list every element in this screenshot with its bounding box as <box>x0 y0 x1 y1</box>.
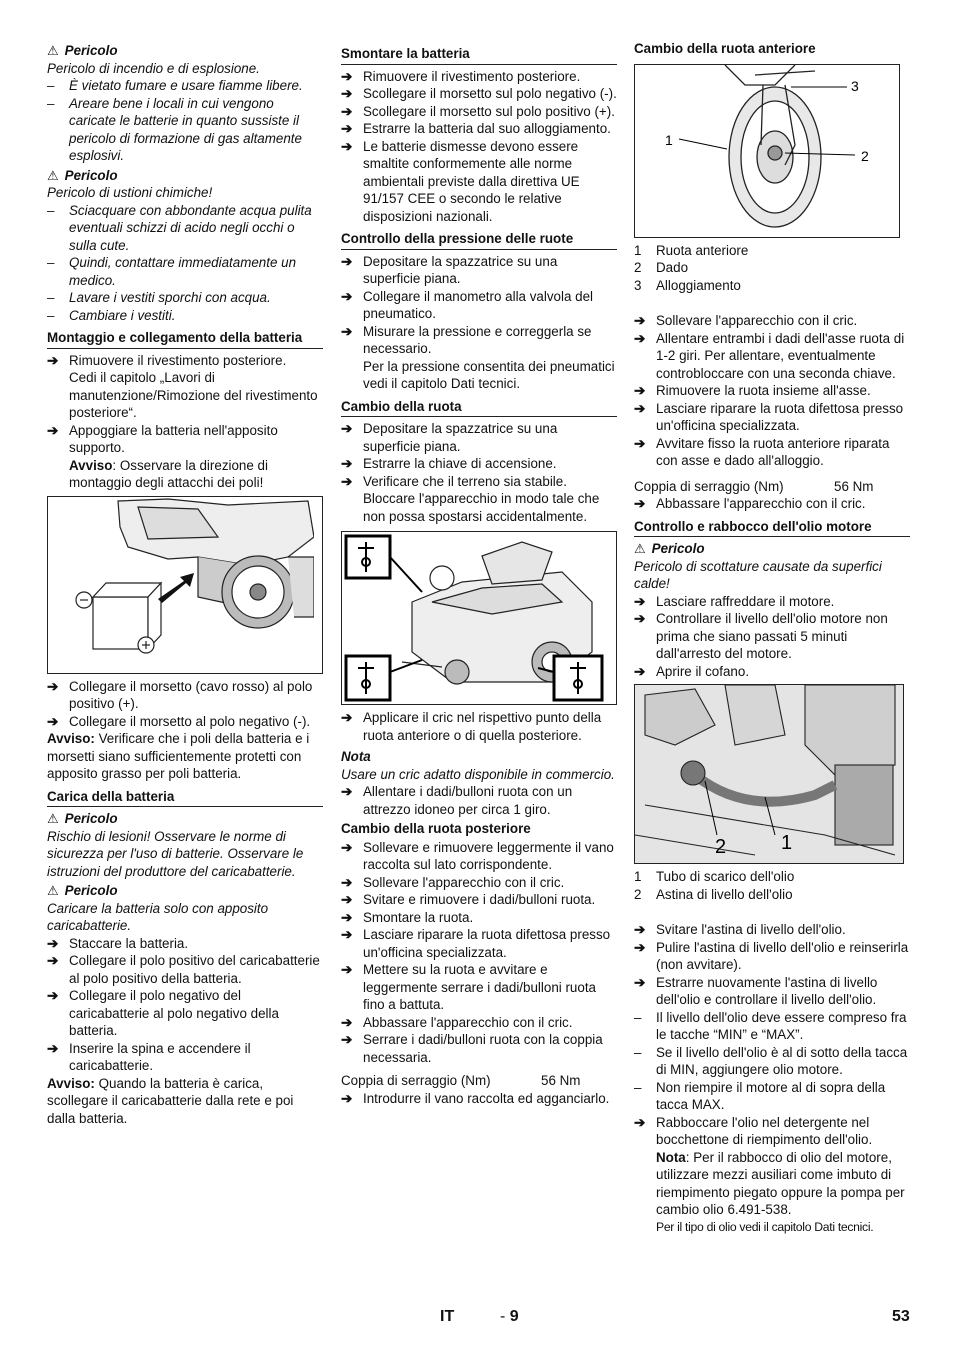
warning-heading: ⚠ Pericolo <box>634 541 705 556</box>
step: ➔ Collegare il morsetto al polo negativo (-). <box>47 713 311 729</box>
warning-icon: ⚠ <box>47 883 59 898</box>
arrow-icon: ➔ <box>341 253 353 269</box>
footer-page-number: 53 <box>892 1308 910 1325</box>
footer-language: IT <box>440 1308 455 1325</box>
warning-heading: ⚠ Pericolo <box>47 811 118 826</box>
arrow-icon: ➔ <box>341 1014 353 1030</box>
arrow-icon: ➔ <box>341 962 353 977</box>
step: ➔ Abbassare l'apparecchio con il cric. <box>634 496 866 511</box>
arrow-icon: ➔ <box>634 313 646 328</box>
sweeper-jack-points-illustration <box>342 532 606 704</box>
arrow-icon: ➔ <box>634 593 646 609</box>
legend-item: 1 Tubo di scarico dell'olio <box>634 869 795 884</box>
arrow-icon: ➔ <box>634 611 646 626</box>
arrow-icon: ➔ <box>47 352 59 368</box>
step: ➔ Depositare la spazzatrice su una superficie piana. <box>341 253 558 286</box>
list-item: – È vietato fumare e usare fiamme libere. <box>47 78 303 93</box>
warning-icon: ⚠ <box>47 167 59 183</box>
section-heading: Carica della batteria <box>47 788 323 808</box>
arrow-icon: ➔ <box>634 939 646 955</box>
warning-icon: ⚠ <box>47 43 59 58</box>
step: ➔ Misurare la pressione e correggerla se necessario. <box>341 323 592 356</box>
note: Avviso: Verificare che i poli della batteria e i morsetti siano sufficientemente protetti con apposito grasso per poli batteria. <box>47 731 310 781</box>
step: ➔ Estrarre la chiave di accensione. <box>341 456 557 471</box>
step: ➔ Lasciare riparare la ruota difettosa presso un'officina specializzata. <box>634 400 904 433</box>
warning-text: Rischio di lesioni! Osservare le norme di sicurezza per l'uso di batterie. Osservare le istruzioni del produttore del caricabatterie. <box>47 828 304 879</box>
warning-text: Caricare la batteria solo con apposito caricabatterie. <box>47 900 269 933</box>
warning-icon: ⚠ <box>634 541 646 556</box>
arrow-icon: ➔ <box>634 435 646 451</box>
arrow-icon: ➔ <box>634 400 646 416</box>
step: ➔ Introdurre il vano raccolta ed agganciarlo. <box>341 1090 610 1106</box>
step-note: Per il tipo di olio vedi il capitolo Dati tecnici. <box>656 1219 874 1234</box>
list-item: – Se il livello dell'olio è al di sotto della tacca di MIN, aggiungere olio motore. <box>634 1044 908 1077</box>
warning-text: Pericolo di incendio e di esplosione. <box>47 60 260 76</box>
legend-item: 1 Ruota anteriore <box>634 242 749 258</box>
step: ➔ Smontare la ruota. <box>341 909 474 925</box>
arrow-icon: ➔ <box>341 1090 353 1106</box>
figure-callout: 2 <box>715 836 727 858</box>
warning-text: Pericolo di scottature causate da superfici calde! <box>634 558 882 591</box>
note-heading: Nota <box>341 749 371 764</box>
oil-check-figure <box>634 684 904 864</box>
arrow-icon: ➔ <box>341 456 353 471</box>
figure-callout: 2 <box>861 147 869 164</box>
step: ➔ Sollevare l'apparecchio con il cric. <box>634 313 858 328</box>
arrow-icon: ➔ <box>634 330 646 346</box>
step: ➔ Collegare il manometro alla valvola del pneumatico. <box>341 288 593 321</box>
step: ➔ Avvitare fisso la ruota anteriore riparata con asse e dado all'alloggio. <box>634 435 890 468</box>
step: ➔ Lasciare raffreddare il motore. <box>634 593 835 609</box>
step-note: Avviso: Osservare la direzione di montaggio degli attacchi dei poli! <box>69 457 268 490</box>
step: ➔ Sollevare e rimuovere leggermente il vano raccolta sul lato corrispondente. <box>341 839 614 872</box>
figure-callout: 1 <box>781 832 793 854</box>
arrow-icon: ➔ <box>341 323 353 339</box>
arrow-icon: ➔ <box>47 422 59 438</box>
section-heading: Smontare la batteria <box>341 45 617 65</box>
arrow-icon: ➔ <box>47 988 59 1003</box>
warning-heading: ⚠ Pericolo <box>47 167 118 183</box>
legend-item: 2 Dado <box>634 260 689 275</box>
step: ➔ Mettere su la ruota e avvitare e leggermente serrare i dadi/bulloni ruota fino a battuta. <box>341 962 596 1012</box>
step: ➔ Abbassare l'apparecchio con il cric. <box>341 1014 573 1030</box>
step: ➔ Appoggiare la batteria nell'apposito supporto. <box>47 422 278 455</box>
arrow-icon: ➔ <box>341 473 353 489</box>
arrow-icon: ➔ <box>341 103 353 119</box>
step: ➔ Controllare il livello dell'olio motore non prima che siano passati 5 minuti dall'arresto del motore. <box>634 611 888 661</box>
step: ➔ Collegare il polo negativo del caricabatterie al polo negativo della batteria. <box>47 988 279 1038</box>
arrow-icon: ➔ <box>634 974 646 990</box>
section-heading: Cambio della ruota <box>341 398 617 418</box>
list-item: – Sciacquare con abbondante acqua pulita eventuali schizzi di acido negli occhi o sulla cute. <box>47 202 312 253</box>
arrow-icon: ➔ <box>341 874 353 890</box>
step: ➔ Lasciare riparare la ruota difettosa presso un'officina specializzata. <box>341 927 611 960</box>
warning-text: Pericolo di ustioni chimiche! <box>47 185 213 200</box>
step: ➔ Sollevare l'apparecchio con il cric. <box>341 874 565 890</box>
arrow-icon: ➔ <box>341 892 353 907</box>
legend-item: 2 Astina di livello dell'olio <box>634 886 793 902</box>
section-heading: Cambio della ruota posteriore <box>341 821 531 836</box>
step: ➔ Scollegare il morsetto sul polo negativo (-). <box>341 86 617 101</box>
arrow-icon: ➔ <box>341 421 353 436</box>
list-item: – Cambiare i vestiti. <box>47 307 176 323</box>
step: ➔ Collegare il morsetto (cavo rosso) al polo positivo (+). <box>47 678 313 711</box>
step: ➔ Rimuovere il rivestimento posteriore. <box>341 68 581 84</box>
step: ➔ Allentare entrambi i dadi dell'asse ruota di 1-2 giri. Per allentare, eventualmente controbloccare con una seconda chiave. <box>634 330 905 381</box>
list-item: – Lavare i vestiti sporchi con acqua. <box>47 290 271 305</box>
step: ➔ Estrarre nuovamente l'astina di livello dell'olio e controllare il livello dell'olio. <box>634 974 878 1007</box>
arrow-icon: ➔ <box>47 1040 59 1056</box>
list-item: – Quindi, contattare immediatamente un medico. <box>47 255 297 288</box>
arrow-icon: ➔ <box>47 935 59 951</box>
step: ➔ Staccare la batteria. <box>47 935 189 951</box>
arrow-icon: ➔ <box>47 713 59 729</box>
arrow-icon: ➔ <box>47 953 59 968</box>
footer-section-page: - 9 <box>500 1308 519 1325</box>
step: ➔ Pulire l'astina di livello dell'olio e reinserirla (non avvitare). <box>634 939 909 972</box>
list-item: – Areare bene i locali in cui vengono caricate le batterie in quanto sussiste il pericolo di formazione di gas altamente esplosivi. <box>47 95 302 163</box>
warning-heading: ⚠ Pericolo <box>47 43 118 58</box>
battery-figure <box>47 496 323 674</box>
arrow-icon: ➔ <box>341 288 353 304</box>
front-wheel-figure <box>634 64 900 238</box>
legend-item: 3 Alloggiamento <box>634 277 741 293</box>
step: ➔ Applicare il cric nel rispettivo punto della ruota anteriore o di quella posteriore. <box>341 710 602 743</box>
step: ➔ Rabboccare l'olio nel detergente nel bocchettone di riempimento dell'olio. <box>634 1114 873 1147</box>
figure-callout: 3 <box>851 77 859 94</box>
step: ➔ Collegare il polo positivo del caricabatterie al polo positivo della batteria. <box>47 953 320 986</box>
torque-row: Coppia di serraggio (Nm) 56 Nm <box>634 478 874 494</box>
arrow-icon: ➔ <box>341 927 353 942</box>
engine-oil-illustration <box>635 685 903 863</box>
jack-points-figure <box>341 531 617 705</box>
arrow-icon: ➔ <box>634 383 646 398</box>
arrow-icon: ➔ <box>341 86 353 101</box>
step: ➔ Estrarre la batteria dal suo alloggiamento. <box>341 121 611 136</box>
list-item: – Il livello dell'olio deve essere compreso fra le tacche “MIN” e “MAX”. <box>634 1009 907 1042</box>
step: ➔ Le batterie dismesse devono essere smaltite conformemente alle norme ambientali previste dalla direttiva UE 91/157 CEE o secondo le relative disposizioni nazionali. <box>341 138 580 224</box>
step: ➔ Depositare la spazzatrice su una superficie piana. <box>341 421 558 454</box>
note-text: Usare un cric adatto disponibile in commercio. <box>341 766 615 782</box>
step-note: Per la pressione consentita dei pneumatici vedi il capitolo Dati tecnici. <box>363 358 615 391</box>
arrow-icon: ➔ <box>634 496 646 511</box>
arrow-icon: ➔ <box>634 922 646 937</box>
section-heading: Montaggio e collegamento della batteria <box>47 329 323 349</box>
battery-installation-illustration <box>48 497 314 673</box>
step: ➔ Verificare che il terreno sia stabile. Bloccare l'apparecchio in modo tale che non possa spostarsi accidentalmente. <box>341 473 600 524</box>
step: ➔ Svitare l'astina di livello dell'olio. <box>634 922 846 937</box>
arrow-icon: ➔ <box>634 663 646 679</box>
arrow-icon: ➔ <box>341 710 353 725</box>
step: ➔ Rimuovere il rivestimento posteriore. <box>47 352 287 368</box>
arrow-icon: ➔ <box>341 138 353 154</box>
step: ➔ Scollegare il morsetto sul polo positivo (+). <box>341 103 615 119</box>
step: ➔ Serrare i dadi/bulloni ruota con la coppia necessaria. <box>341 1032 603 1065</box>
arrow-icon: ➔ <box>341 839 353 855</box>
arrow-icon: ➔ <box>341 784 353 799</box>
arrow-icon: ➔ <box>634 1114 646 1130</box>
arrow-icon: ➔ <box>47 678 59 694</box>
step: ➔ Inserire la spina e accendere il caricabatterie. <box>47 1040 251 1073</box>
note: Avviso: Quando la batteria è carica, scollegare il caricabatterie dalla rete e poi dalla batteria. <box>47 1075 294 1126</box>
step: ➔ Aprire il cofano. <box>634 663 750 679</box>
arrow-icon: ➔ <box>341 1032 353 1047</box>
section-heading: Controllo e rabbocco dell'olio motore <box>634 518 910 538</box>
section-heading: Cambio della ruota anteriore <box>634 41 816 56</box>
column-1 <box>47 40 323 1127</box>
section-heading: Controllo della pressione delle ruote <box>341 230 617 250</box>
step: ➔ Svitare e rimuovere i dadi/bulloni ruota. <box>341 892 596 907</box>
front-wheel-illustration <box>635 65 899 237</box>
arrow-icon: ➔ <box>341 121 353 136</box>
column-2 <box>341 40 617 1107</box>
warning-heading: ⚠ Pericolo <box>47 883 118 898</box>
warning-icon: ⚠ <box>47 811 59 826</box>
column-3 <box>634 40 910 1236</box>
step-note: Cedi il capitolo „Lavori di manutenzione/Rimozione del rivestimento posteriore“. <box>69 370 318 420</box>
step-note: Nota: Per il rabbocco di olio del motore, utilizzare mezzi ausiliari come imbuto di riempimento piegato oppure la pompa per cambio olio 6.491-538. <box>656 1149 905 1217</box>
arrow-icon: ➔ <box>341 909 353 925</box>
list-item: – Non riempire il motore al di sopra della tacca MAX. <box>634 1079 886 1112</box>
step: ➔ Allentare i dadi/bulloni ruota con un attrezzo idoneo per circa 1 giro. <box>341 784 573 817</box>
figure-callout: 1 <box>665 131 673 148</box>
arrow-icon: ➔ <box>341 68 353 84</box>
torque-row: Coppia di serraggio (Nm) 56 Nm <box>341 1073 581 1088</box>
step: ➔ Rimuovere la ruota insieme all'asse. <box>634 383 871 398</box>
